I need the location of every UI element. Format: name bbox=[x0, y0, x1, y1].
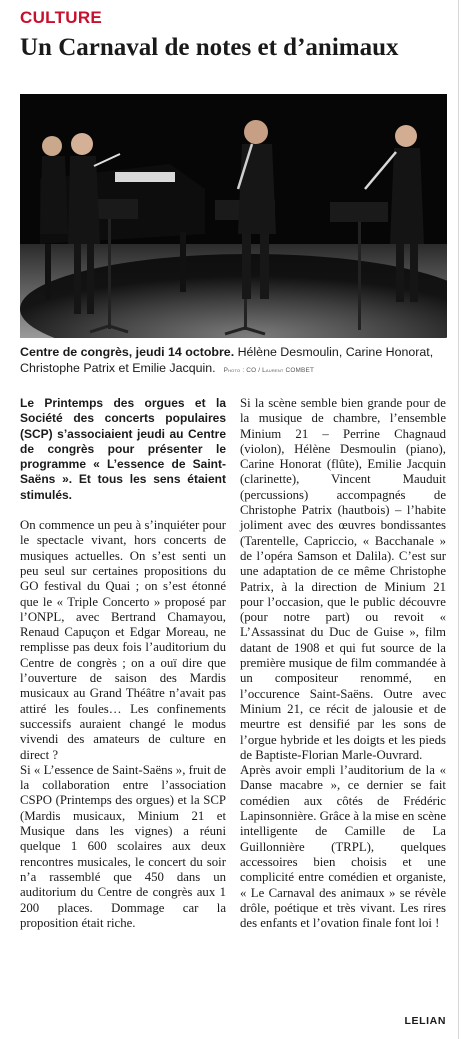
article-paragraph-1: On commence un peu à s’inquiéter pour le spectacle vivant, hors concerts de musiques actuelles. On s’est senti un peu seul sur certaines propositions du GO festival du Quai ; on s’est étonné que le « Triple Concerto » proposé par l’ONPL, avec Bertrand Chamayou, Renaud Capuçon et Edgar Moreau, ne remplisse pas deux fois l’auditorium du Centre de congrès ; on a ouï dire que l’ouverture de saison des Mardis musicaux au Grand Théâtre n’avait pas attiré les foules… Les confinements successifs auraient changé le modus vivendi des amateurs de culture en direct ? bbox=[20, 518, 226, 762]
article-headline: Un Carnaval de notes et d’animaux bbox=[20, 34, 399, 61]
page-edge-rule bbox=[458, 0, 459, 1039]
article-paragraph-3: Si la scène semble bien grande pour de la musique de chambre, l’ensemble Minium 21 – Perrine Chagnaud (violon), Hélène Desmoulin (piano), Carine Honorat (flûte), Emilie Jacquin (clarinette), Vincent Mauduit (percussions) accompagnés de Christophe Patrix (hautbois) – l’habite joliment avec des œuvres bondissantes (Tarentelle, Capriccio, « Bacchanale » de l’opéra Samson et Dalila). C’est sur une adaptation de ce même Christophe Patrix, à la direction de Minium 21 pour l’occasion, que le public découvre (pour notre part) ou revoit « L’Assassinat du Duc de Guise », film datant de 1908 et qui fut source de la première musique de film commandée à un compositeur renommé, en l’occurence Saint-Saëns. Outre avec Minium 21, ce récit de jalousie et de meurtre est densifié par les sons de l’orgue hybride et les doigts et les pieds de Baptiste-Florian Marle-Ouvrard. bbox=[240, 396, 446, 762]
author-signature: LELIAN bbox=[404, 1015, 446, 1027]
caption-lead: Centre de congrès, jeudi 14 octobre. bbox=[20, 345, 235, 359]
article-chapo: Le Printemps des orgues et la Société des concerts populaires (SCP) s’associaient jeudi au Centre de congrès pour présenter le programme « L’essence de Saint-Saëns ». Et tous les sens étaient stimulés. bbox=[20, 396, 226, 502]
article-paragraph-2: Si « L’essence de Saint-Saëns », fruit de la collaboration entre l’association CSPO (Printemps des orgues) et la SCP (Mardis musicaux, Minium 21 et Musique dans les vignes) a réuni quelque 1 600 scolaires aux deux rencontres musicales, le concert du soir n’a rassemblé que 450 dans un auditorium du Centre de congrès aux 1 200 places. Dommage car la proposition était riche. bbox=[20, 762, 226, 930]
article-column-right bbox=[240, 396, 446, 931]
photo-caption bbox=[20, 344, 447, 379]
article-photo bbox=[20, 94, 447, 338]
concert-photo-illustration bbox=[20, 94, 447, 338]
article-paragraph-4: Après avoir empli l’auditorium de la « Danse macabre », ce dernier se fait comédien aux côtés de Frédéric Lapinsonnière. Grâce à la mise en scène intelligente de Camille de La Guillonnière (TRPL), quelques accessoires bien choisis et une complicité entre comédien et organiste, « Le Carnaval des animaux » se révèle drôle, poétique et très vivant. Les rires des enfants et l’ovation finale font loi ! bbox=[240, 763, 446, 931]
photo-credit: Photo : CO / Laurent COMBET bbox=[223, 367, 315, 374]
section-rubric: CULTURE bbox=[20, 8, 103, 27]
article-column-left bbox=[20, 396, 226, 931]
caption-text: Hélène Desmoulin, Carine Honorat, Christophe Patrix et Emilie Jacquin. bbox=[20, 345, 434, 375]
